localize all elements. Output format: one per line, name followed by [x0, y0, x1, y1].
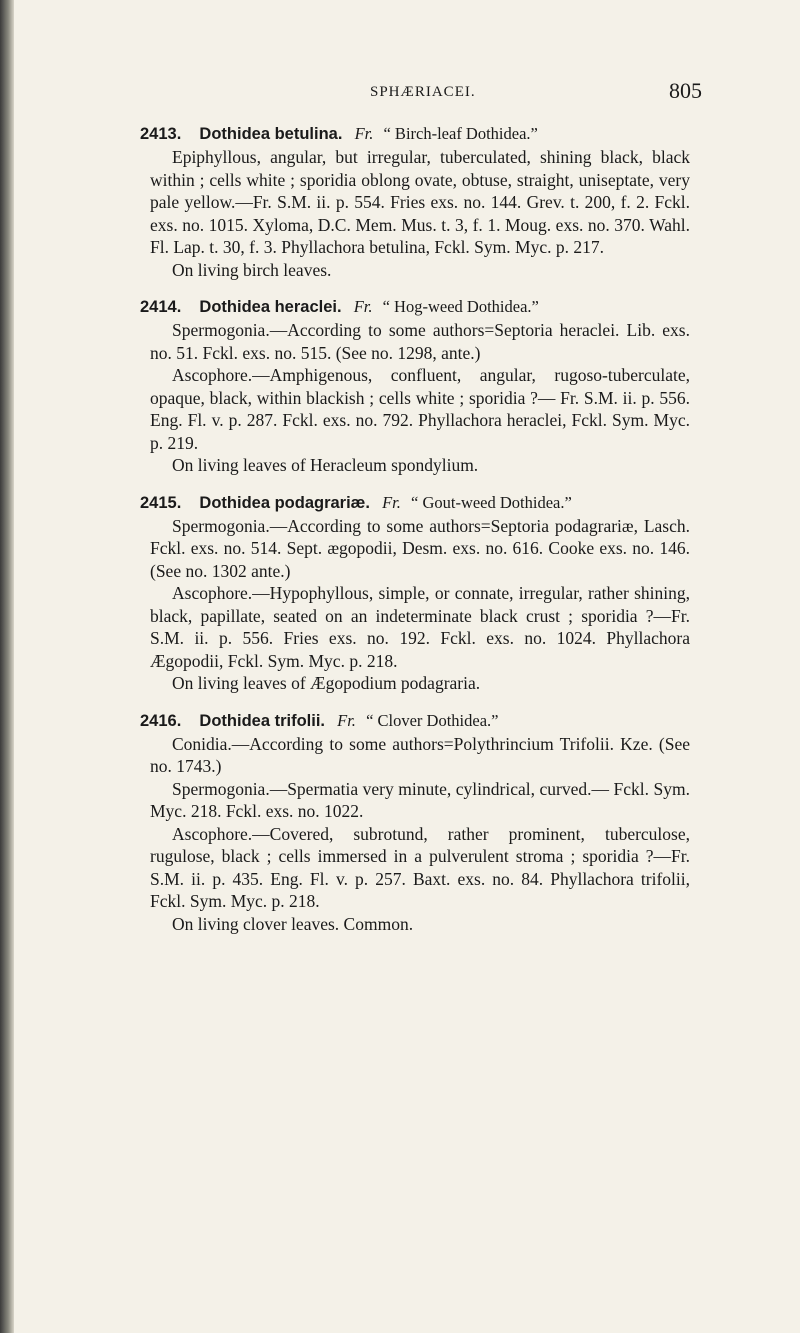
author-abbrev: Fr.: [354, 124, 374, 143]
habitat-paragraph: On living leaves of Ægopodium podagraria.: [172, 673, 481, 693]
species-entry: [140, 295, 690, 477]
description-paragraph: Epiphyllous, angular, but irregular, tuberculated, shining black, black within ; cells white ; sporidia oblong ovate, obtuse, straight, uniseptate, very pale yellow.—Fr. S.M. ii. p. 554. Fries exs. no. 144. Grev. t. 200, f. 2. Fckl. exs. no. 1015. Xyloma, D.C. Mem. Mus. t. 3, f. 1. Moug. exs. no. 370. Wahl. Fl. Lap. t. 30, f. 3. Phyllachora betulina, Fckl. Sym. Myc. p. 217.: [150, 147, 690, 257]
species-entry: [140, 709, 690, 936]
entry-heading: [140, 709, 690, 733]
entry-heading: [140, 491, 690, 515]
habitat-paragraph: On living clover leaves. Common.: [172, 913, 414, 934]
species-name: Dothidea trifolii.: [199, 711, 326, 730]
habitat-paragraph: On living birch leaves.: [172, 259, 332, 280]
species-name: Dothidea podagrariæ.: [199, 493, 370, 512]
ascophore-paragraph: Ascophore.—Amphigenous, confluent, angular, rugoso-tuberculate, opaque, black, within blackish ; cells white ; sporidia ?— Fr. S.M. ii. p. 556. Eng. Fl. v. p. 287. Fckl. exs. no. 792. Phyllachora heraclei, Fckl. Sym. Myc. p. 219.: [150, 365, 690, 453]
species-name: Dothidea betulina.: [199, 125, 343, 143]
ascophore-paragraph: Ascophore.—Covered, subrotund, rather prominent, tuberculose, rugulose, black ; cells immersed in a pulverulent stroma ; sporidia ?—Fr. S.M. ii. p. 435. Eng. Fl. v. p. 257. Baxt. exs. no. 84. Phyllachora trifolii, Fckl. Sym. Myc. p. 218.: [150, 823, 690, 911]
entry-number: 2415.: [140, 493, 182, 512]
species-entry: [140, 122, 690, 281]
entry-heading: [140, 295, 690, 319]
spermogonia-paragraph: Spermogonia.—Spermatia very minute, cylindrical, curved.— Fckl. Sym. Myc. 218. Fckl. exs. no. 1022.: [150, 778, 690, 821]
species-name: Dothidea heraclei.: [199, 298, 342, 316]
entry-number: 2414.: [140, 298, 182, 316]
author-abbrev: Fr.: [382, 492, 401, 512]
common-name: “ Gout-weed Dothidea.”: [411, 492, 572, 512]
running-head-title: SPHÆRIACEI.: [370, 84, 476, 100]
page-body: [140, 78, 702, 935]
spermogonia-paragraph: Spermogonia.—According to some authors=Septoria podagrariæ, Lasch. Fckl. exs. no. 514. Sept. ægopodii, Desm. exs. no. 616. Cooke exs. no. 146. (See no. 1302 ante.): [150, 515, 690, 581]
entry-number: 2416.: [140, 711, 182, 730]
author-abbrev: Fr.: [337, 710, 356, 730]
ascophore-paragraph: Ascophore.—Hypophyllous, simple, or connate, irregular, rather shining, black, papillate, seated on an indeterminate black crust ; sporidia ?—Fr. S.M. ii. p. 556. Fries exs. no. 192. Fckl. exs. no. 1024. Phyllachora Ægopodii, Fckl. Sym. Myc. p. 218.: [150, 583, 690, 671]
running-head: [150, 78, 702, 108]
conidia-paragraph: Conidia.—According to some authors=Polythrincium Trifolii. Kze. (See no. 1743.): [150, 733, 690, 776]
entry-heading: [140, 122, 690, 146]
book-binding-shadow: [0, 0, 14, 1333]
page-number: 805: [669, 78, 702, 103]
species-entry: [140, 491, 690, 695]
common-name: “ Birch-leaf Dothidea.”: [383, 124, 538, 143]
spermogonia-paragraph: Spermogonia.—According to some authors=Septoria heraclei. Lib. exs. no. 51. Fckl. exs. no. 515. (See no. 1298, ante.): [150, 320, 690, 363]
common-name: “ Clover Dothidea.”: [366, 710, 499, 730]
common-name: “ Hog-weed Dothidea.”: [382, 297, 539, 316]
habitat-paragraph: On living leaves of Heracleum spondylium.: [172, 455, 479, 475]
entry-number: 2413.: [140, 125, 182, 143]
author-abbrev: Fr.: [353, 297, 373, 316]
